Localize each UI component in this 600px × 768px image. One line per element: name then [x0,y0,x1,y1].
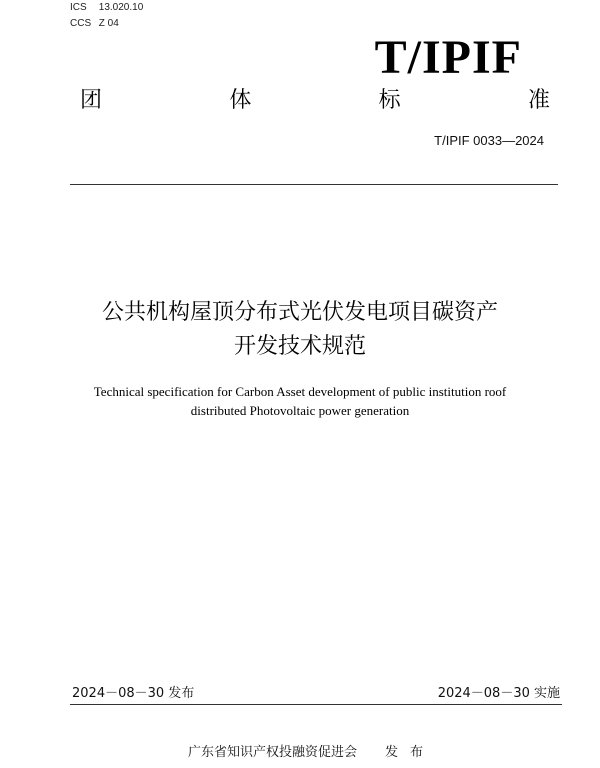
ccs-label: CCS [70,18,92,29]
english-title-line-1: Technical specification for Carbon Asset development of public institution roof [93,384,507,399]
ics-value: 13.020.10 [98,2,144,13]
ics-row [70,0,143,16]
standard-logo: T/IPIF [374,31,522,84]
chinese-title-line-1: 公共机构屋顶分布式光伏发电项目碳资产 [101,300,498,325]
release-date: 2024－08－30 发布 [72,686,195,701]
ics-label: ICS [70,2,87,13]
ccs-value: Z 04 [98,18,119,29]
ccs-row [70,16,143,32]
english-title-line-2: distributed Photovoltaic power generation [190,403,410,418]
footer-divider [70,704,562,705]
standard-type-char-4: 准 [527,88,550,113]
chinese-title [0,296,600,364]
standard-type-char-2: 体 [229,88,252,113]
publisher-name: 广东省知识产权投融资促进会 [188,745,358,760]
standard-type-char-3: 标 [378,88,401,113]
standard-code: T/IPIF 0033—2024 [434,133,544,148]
chinese-title-line-2: 开发技术规范 [233,334,366,359]
standard-type [80,86,550,116]
implementation-date: 2024－08－30 实施 [437,686,560,701]
standard-type-char-1: 团 [80,88,103,113]
english-title [0,382,600,420]
publisher [188,744,435,762]
classification-block [70,0,143,32]
header-divider [70,184,558,185]
publisher-action: 发布 [385,745,436,760]
